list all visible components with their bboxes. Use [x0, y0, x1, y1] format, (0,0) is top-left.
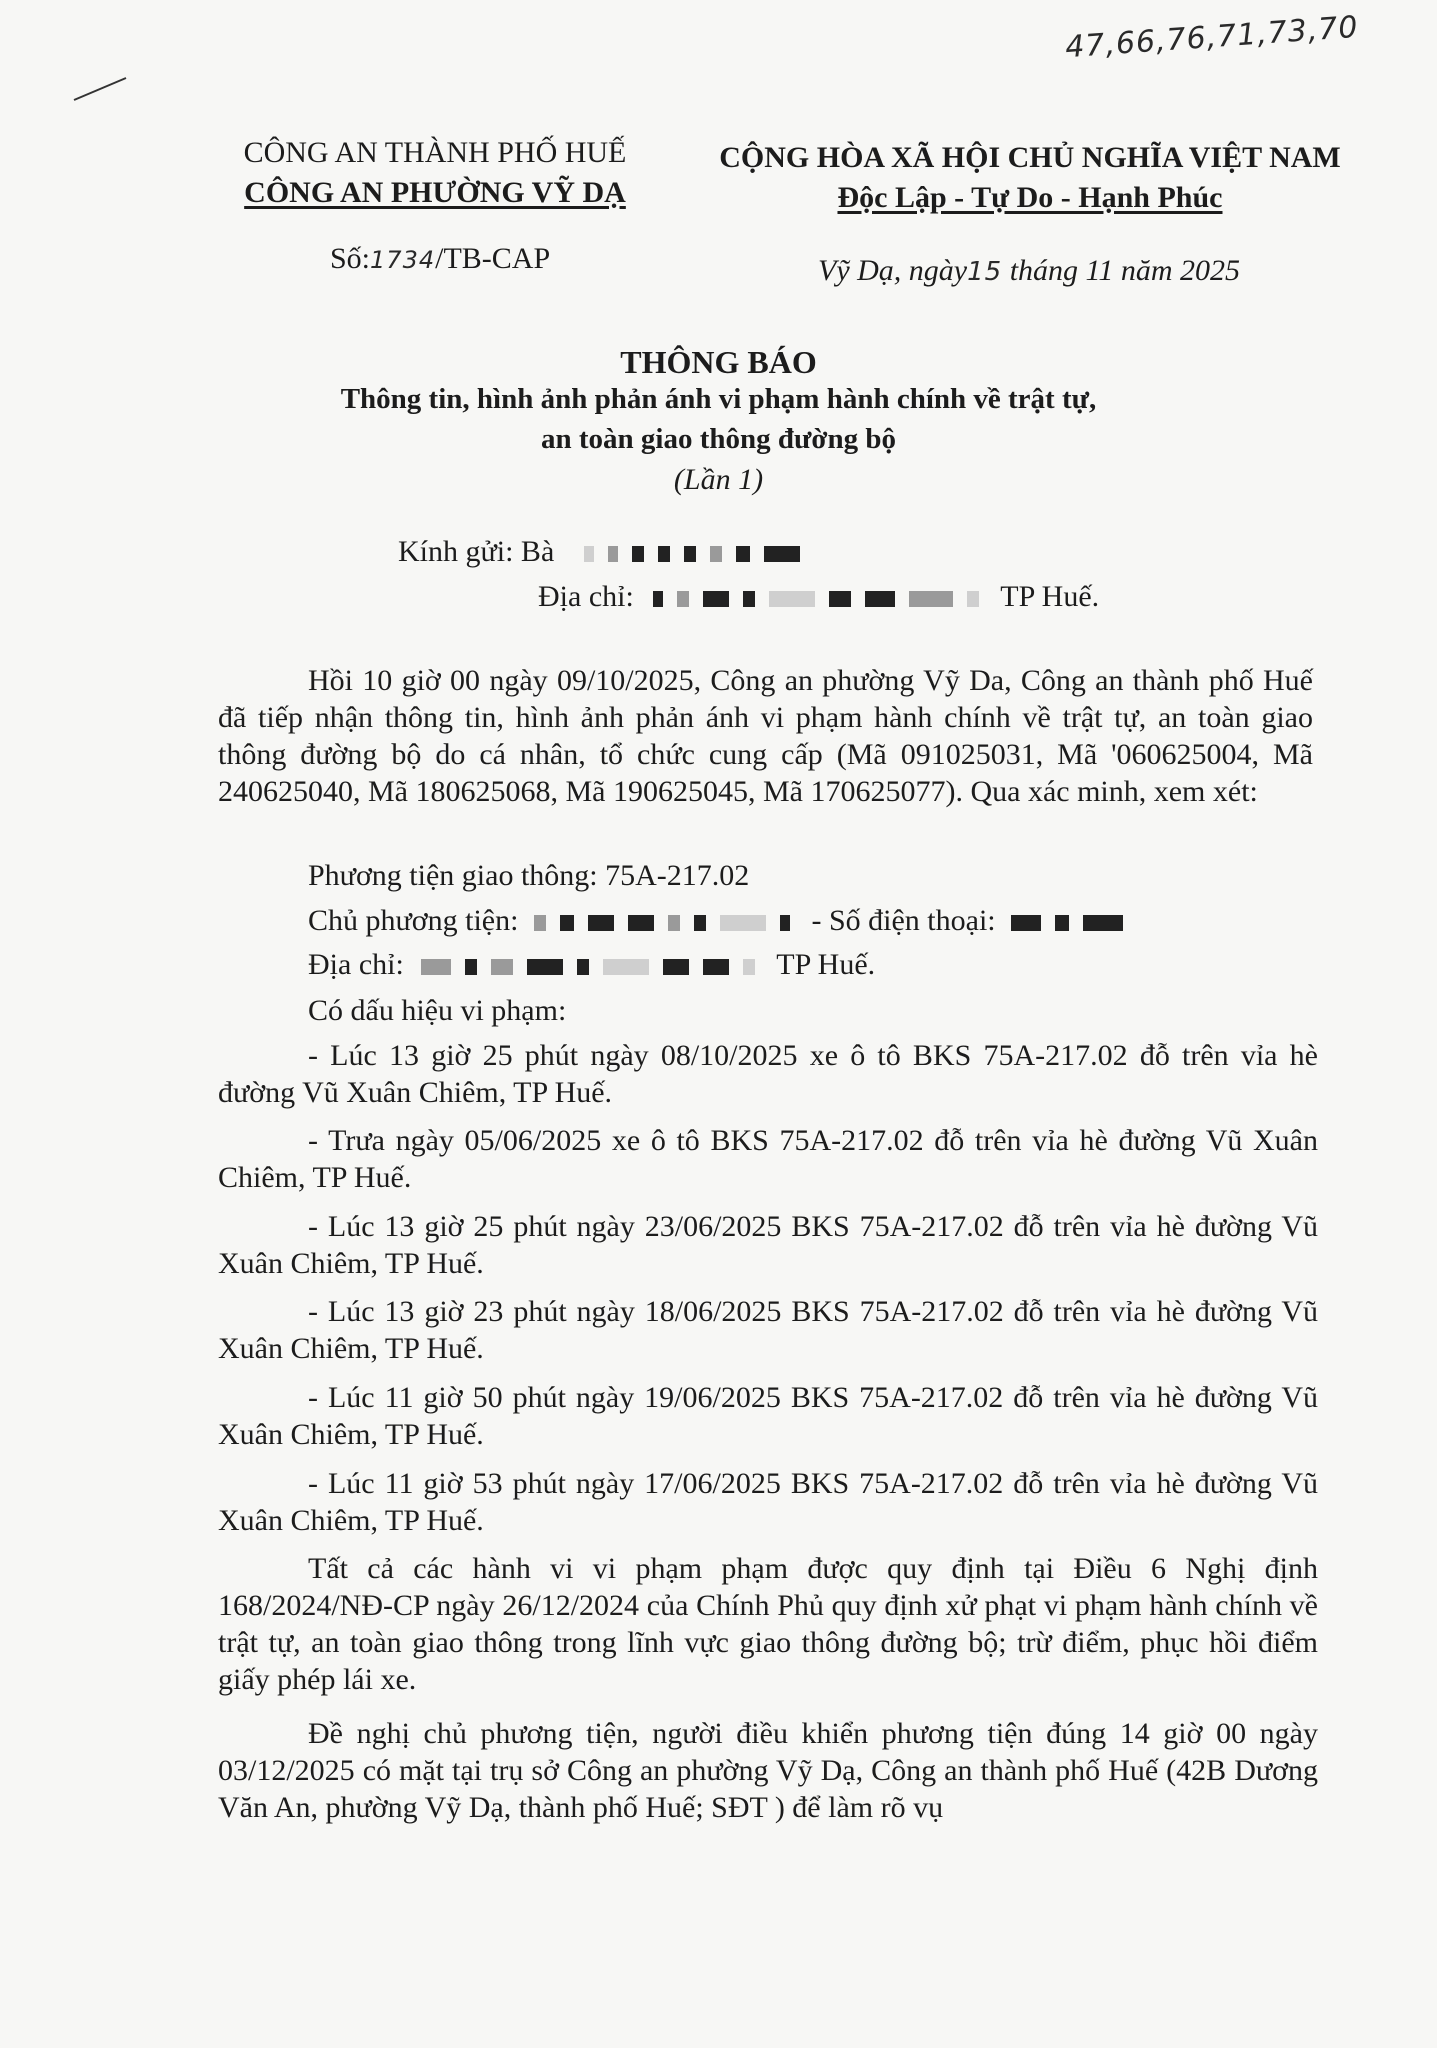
redacted-address — [653, 580, 1000, 613]
recipient-address: Địa chỉ: TP Huế. — [538, 580, 1100, 613]
violation-item: - Lúc 13 giờ 25 phút ngày 23/06/2025 BKS 75A-217.02 đỗ trên vỉa hè đường Vũ Xuân Chiêm, TP Huế. — [218, 1210, 1318, 1280]
owner-line: Chủ phương tiện: - Số điện thoại: — [308, 902, 1137, 939]
legal-basis-paragraph: Tất cả các hành vi vi phạm phạm được quy định tại Điều 6 Nghị định 168/2024/NĐ-CP ngày 26/12/2024 của Chính Phủ quy định xử phạt vi phạm hành chính về trật tự, an toàn giao thông trong lĩnh vực giao thông đường bộ; trừ điểm, phục hồi điểm giấy phép lái xe. — [218, 1552, 1318, 1696]
redacted-name — [584, 535, 814, 568]
redacted-owner — [534, 904, 812, 937]
vehicle-line: Phương tiện giao thông: 75A-217.02 — [308, 859, 750, 892]
redacted-owner-address — [421, 948, 776, 981]
doc-title: THÔNG BÁO — [620, 344, 817, 380]
nation-line1: CỘNG HÒA XÃ HỘI CHỦ NGHĨA VIỆT NAM — [719, 141, 1341, 174]
agency-header — [230, 133, 640, 213]
intro-paragraph: Hồi 10 giờ 00 ngày 09/10/2025, Công an phường Vỹ Da, Công an thành phố Huế đã tiếp nhận thông tin, hình ảnh phản ánh vi phạm hành chính về trật tự, an toàn giao thông đường bộ do cá nhân, tổ chức cung cấp (Mã 091025031, Mã '060625004, Mã 240625040, Mã 180625068, Mã 190625045, Mã 170625077). Qua xác minh, xem xét: — [218, 664, 1313, 808]
document-date: Vỹ Dạ, ngày15 tháng 11 năm 2025 — [818, 254, 1240, 287]
date-handwritten: 15 — [967, 257, 1003, 287]
redacted-phone — [1011, 904, 1137, 937]
agency-line1: CÔNG AN THÀNH PHỐ HUẾ — [243, 136, 627, 169]
violation-item: - Lúc 11 giờ 53 phút ngày 17/06/2025 BKS 75A-217.02 đỗ trên vỉa hè đường Vũ Xuân Chiêm, TP Huế. — [218, 1467, 1318, 1537]
document-number: Số:1734/TB-CAP — [330, 242, 551, 275]
recipient-greeting: Kính gửi: Bà — [398, 533, 814, 570]
violation-item: - Lúc 11 giờ 50 phút ngày 19/06/2025 BKS 75A-217.02 đỗ trên vỉa hè đường Vũ Xuân Chiêm, TP Huế. — [218, 1381, 1318, 1451]
doc-subtitle-1: Thông tin, hình ảnh phản ánh vi phạm hành chính về trật tự, — [340, 383, 1097, 415]
violation-item: - Lúc 13 giờ 25 phút ngày 08/10/2025 xe ô tô BKS 75A-217.02 đỗ trên vỉa hè đường Vũ Xuân Chiêm, TP Huế. — [218, 1039, 1318, 1109]
violation-item: - Lúc 13 giờ 23 phút ngày 18/06/2025 BKS 75A-217.02 đỗ trên vỉa hè đường Vũ Xuân Chiêm, TP Huế. — [218, 1295, 1318, 1365]
handwritten-note: 47,66,76,71,73,70 — [1064, 9, 1360, 66]
request-paragraph: Đề nghị chủ phương tiện, người điều khiển phương tiện đúng 14 giờ 00 ngày 03/12/2025 có mặt tại trụ sở Công an phường Vỹ Dạ, Công an thành phố Huế (42B Dương Văn An, phường Vỹ Dạ, thành phố Huế; SĐT ) để làm rõ vụ — [218, 1717, 1318, 1824]
signs-line: Có dấu hiệu vi phạm: — [308, 994, 567, 1027]
agency-line2: CÔNG AN PHƯỜNG VỸ DẠ — [244, 176, 626, 209]
nation-header — [700, 138, 1360, 218]
doc-subtitle-2: an toàn giao thông đường bộ — [541, 423, 896, 455]
nation-line2: Độc Lập - Tự Do - Hạnh Phúc — [837, 181, 1223, 214]
violation-item: - Trưa ngày 05/06/2025 xe ô tô BKS 75A-217.02 đỗ trên vỉa hè đường Vũ Xuân Chiêm, TP Huế. — [218, 1124, 1318, 1194]
number-handwritten: 1734 — [370, 246, 436, 274]
pen-stroke-mark — [70, 72, 130, 106]
doc-time: (Lần 1) — [673, 463, 764, 496]
owner-address-line: Địa chỉ: TP Huế. — [308, 948, 876, 981]
